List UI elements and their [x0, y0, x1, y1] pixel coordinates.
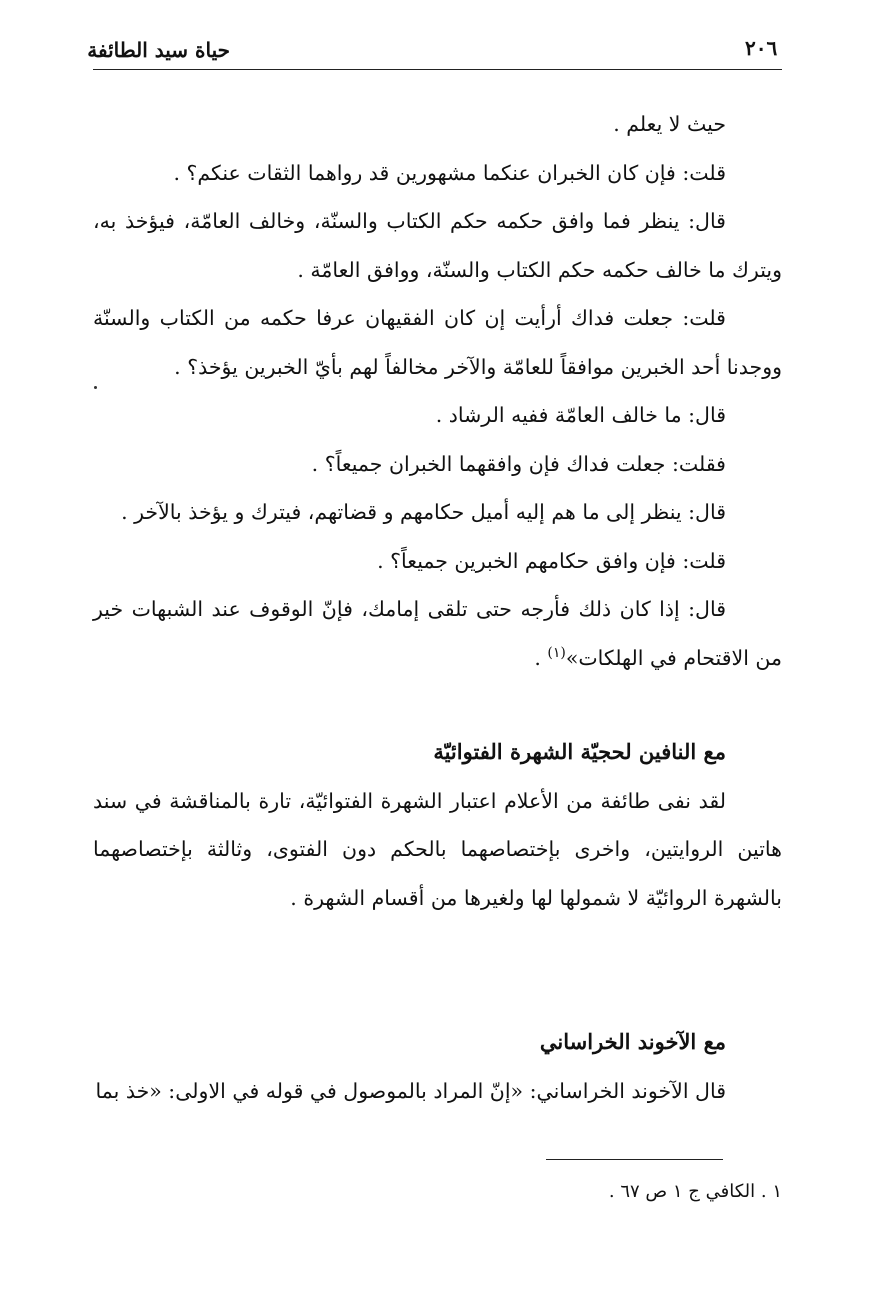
section-spacer [93, 922, 782, 1018]
body-text [93, 100, 782, 1115]
header-rule [93, 69, 782, 70]
section-spacer [93, 682, 782, 728]
paragraph: قلت: جعلت فداك أرأيت إن كان الفقيهان عرفا حكمه من الكتاب والسنّة ووجدنا أحد الخبرين موافقاً للعامّة والآخر مخالفاً لهم بأيّ الخبرين يؤخذ؟ . [93, 306, 782, 379]
footnote-reference: (١) [547, 644, 566, 661]
paragraph: قال: ينظر فما وافق حكمه حكم الكتاب والسنّة، وخالف العامّة، فيؤخذ به، ويترك ما خالف حكمه حكم الكتاب والسنّة، ووافق العامّة . [93, 209, 782, 282]
paragraph: قال: ينظر إلى ما هم إليه أميل حكامهم و قضاتهم، فيترك و يؤخذ بالآخر . [121, 500, 726, 524]
paragraph-text: قال: إذا كان ذلك فأرجه حتى تلقى إمامك، فإنّ الوقوف عند الشبهات خير من الاقتحام في الهلكات» [93, 597, 782, 670]
section-heading: مع الآخوند الخراساني [539, 1029, 726, 1054]
paragraph: لقد نفى طائفة من الأعلام اعتبار الشهرة الفتوائيّة، تارة بالمناقشة في سند هاتين الروايتين، واخرى بإختصاصهما بالحكم دون الفتوى، وثالثة بإختصاصهما بالشهرة الروائيّة لا شمولها لها ولغيرها من أقسام الشهرة . [93, 788, 782, 910]
section-heading: مع النافين لحجيّة الشهرة الفتوائيّة [433, 739, 726, 764]
paragraph-end: . [534, 645, 548, 670]
footnote-rule [546, 1159, 723, 1160]
print-speck [94, 386, 97, 389]
paragraph: فقلت: جعلت فداك فإن وافقهما الخبران جميعاً؟ . [311, 451, 726, 476]
paragraph: قلت: فإن كان الخبران عنكما مشهورين قد رواهما الثقات عنكم؟ . [173, 160, 726, 185]
footnote: ١ . الكافي ج ١ ص ٦٧ . [608, 1181, 782, 1202]
paragraph-with-footnote [93, 585, 782, 682]
paragraph: قلت: فإن وافق حكامهم الخبرين جميعاً؟ . [377, 548, 726, 573]
paragraph: حيث لا يعلم . [613, 112, 726, 136]
running-header-title: حياة سيد الطائفة [87, 38, 230, 62]
paragraph: قال: ما خالف العامّة ففيه الرشاد . [435, 403, 726, 427]
page-number: ٢٠٦ [745, 36, 778, 60]
paragraph: قال الآخوند الخراساني: «إنّ المراد بالموصول في قوله في الاولى: «خذ بما [95, 1078, 726, 1103]
